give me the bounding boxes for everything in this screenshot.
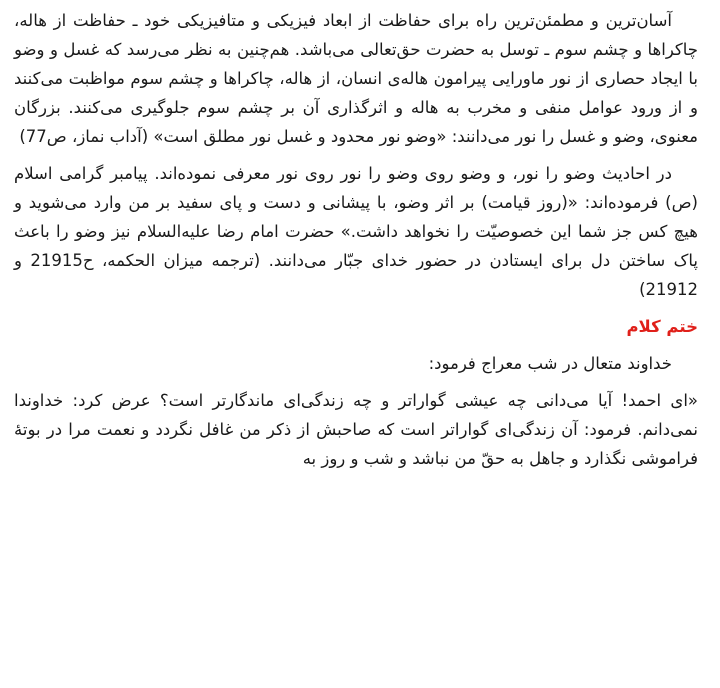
paragraph-hadith-wudu: در احادیث وضو را نور، و وضو روی وضو را نور روی نور معرفی نموده‌اند. پیامبر گرامی اسلام (ص) فرموده‌اند: «(روز قیامت) بر اثر وضو، با پیشانی و دست و پای سفید بر من وارد می‌شوید و هیچ کس جز شما این خصوصیّت را نخواهد داشت.» حضرت امام رضا علیه‌السلام نیز وضو را باعث پاک ساختن دل برای ایستادن در حضور خدای جبّار می‌دانند. (ترجمه میزان الحکمه، ح21915 و 21912) xyxy=(14,164,698,299)
paragraph-ablution-light: آسان‌ترین و مطمئن‌ترین راه برای حفاظت از ابعاد فیزیکی و متافیزیکی خود ـ حفاظت از هاله، چاکراها و چشم سوم ـ توسل به حضرت حق‌تعالی می‌باشد. هم‌چنین به نظر می‌رسد که غسل و وضو با ایجاد حصاری از نور ماورایی پیرامون هاله‌ی انسان، از هاله، چاکراها و چشم سوم مواظبت می‌کنند و از ورود عوامل منفی و مخرب به هاله و اثرگذاری آن بر چشم سوم جلوگیری می‌کنند. بزرگان معنوی، وضو و غسل را نور می‌دانند: «وضو نور محدود و غسل نور مطلق است» (آداب نماز، ص77) xyxy=(14,11,698,146)
paragraph-miraj-intro: خداوند متعال در شب معراج فرمود: xyxy=(428,354,672,373)
paragraph-miraj-quote: «ای احمد! آیا می‌دانی چه عیشی گواراتر و چه زندگی‌ای ماندگارتر است؟ عرض کرد: خداوندا نمی‌دانم. فرمود: آن زندگی‌ای گواراتر است که صاحبش از ذکر من غافل نگردد و نعمت مرا در بوتهٔ فراموشی نگذارد و جاهل به حقّ من نباشد و شب و روز به xyxy=(14,391,698,468)
section-heading: ختم کلام xyxy=(626,317,698,336)
